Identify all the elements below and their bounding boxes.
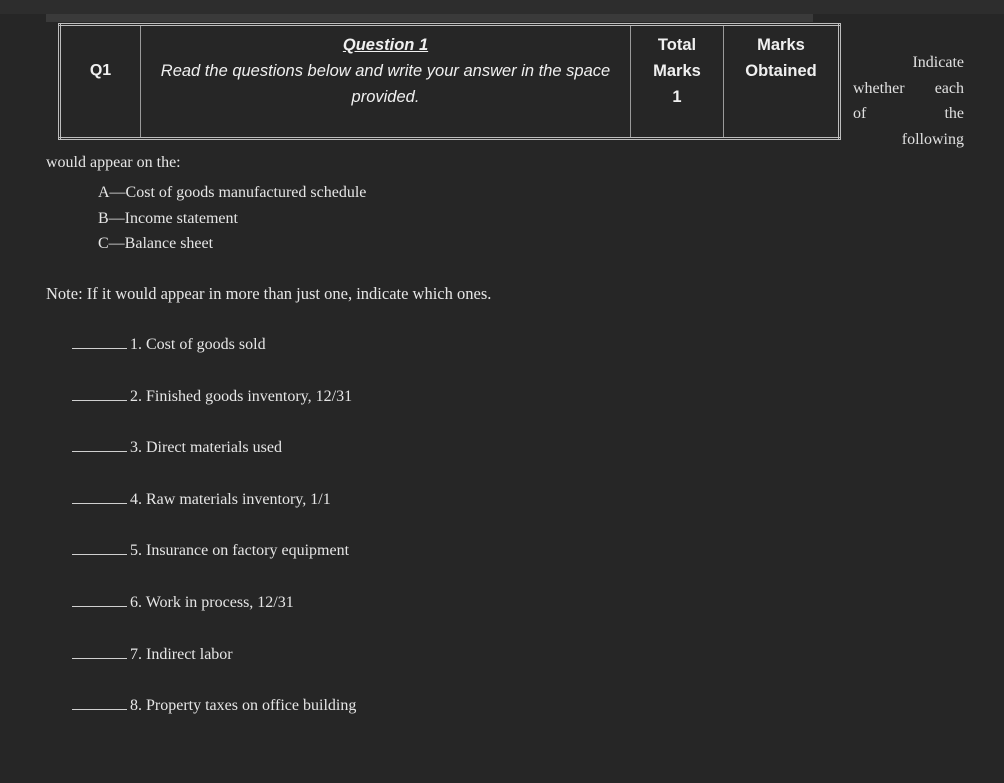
answer-blank[interactable] <box>72 644 127 659</box>
item-text: 3. Direct materials used <box>130 439 282 457</box>
intro-continuation: would appear on the: <box>46 154 181 171</box>
item-text: 8. Property taxes on office building <box>130 697 357 715</box>
answer-item <box>72 489 356 541</box>
answer-item <box>72 592 356 644</box>
top-bar <box>0 0 1004 14</box>
question-title: Question 1 <box>342 36 429 54</box>
question-number: Q1 <box>89 62 112 79</box>
obtained-label-2: Obtained <box>745 62 817 80</box>
intro-word-2: whether each <box>853 79 964 97</box>
item-text: 6. Work in process, 12/31 <box>130 593 294 611</box>
question-instructions: Read the questions below and write your answer in the space provided. <box>160 62 611 106</box>
answer-item <box>72 386 356 438</box>
total-label-2: Marks <box>653 62 701 80</box>
item-text: 4. Raw materials inventory, 1/1 <box>130 490 331 508</box>
intro-word-3: of the <box>853 105 964 122</box>
answer-item <box>72 437 356 489</box>
question-cell <box>141 25 631 139</box>
answer-blank[interactable] <box>72 695 127 710</box>
answer-item <box>72 644 356 696</box>
options-list <box>98 180 366 257</box>
obtained-label-1: Marks <box>757 36 805 54</box>
intro-side-text <box>853 50 964 152</box>
question-header-table <box>58 23 841 140</box>
question-number-cell <box>60 25 141 139</box>
answer-blank[interactable] <box>72 386 127 401</box>
answer-item <box>72 334 356 386</box>
answer-blank[interactable] <box>72 540 127 555</box>
answer-blank[interactable] <box>72 592 127 607</box>
item-text: 5. Insurance on factory equipment <box>130 542 350 560</box>
option-a: A—Cost of goods manufactured schedule <box>98 184 367 201</box>
note-text: Note: If it would appear in more than just one, indicate which ones. <box>46 284 492 303</box>
answer-blank[interactable] <box>72 489 127 504</box>
table-top-strip <box>46 14 813 22</box>
total-value: 1 <box>672 88 682 106</box>
total-label-1: Total <box>657 36 697 54</box>
item-text: 1. Cost of goods sold <box>130 336 266 353</box>
intro-word-4: following <box>901 130 964 148</box>
item-text: 7. Indirect labor <box>130 645 233 663</box>
intro-word-1: Indicate <box>912 54 964 71</box>
option-c: C—Balance sheet <box>98 235 214 252</box>
answer-blank[interactable] <box>72 437 127 452</box>
option-b: B—Income statement <box>98 209 238 227</box>
total-marks-cell <box>631 25 724 139</box>
answer-blank[interactable] <box>72 334 127 349</box>
item-text: 2. Finished goods inventory, 12/31 <box>130 387 353 405</box>
answer-items <box>72 334 356 747</box>
answer-item <box>72 540 356 592</box>
answer-item <box>72 695 356 747</box>
marks-obtained-cell <box>724 25 840 139</box>
